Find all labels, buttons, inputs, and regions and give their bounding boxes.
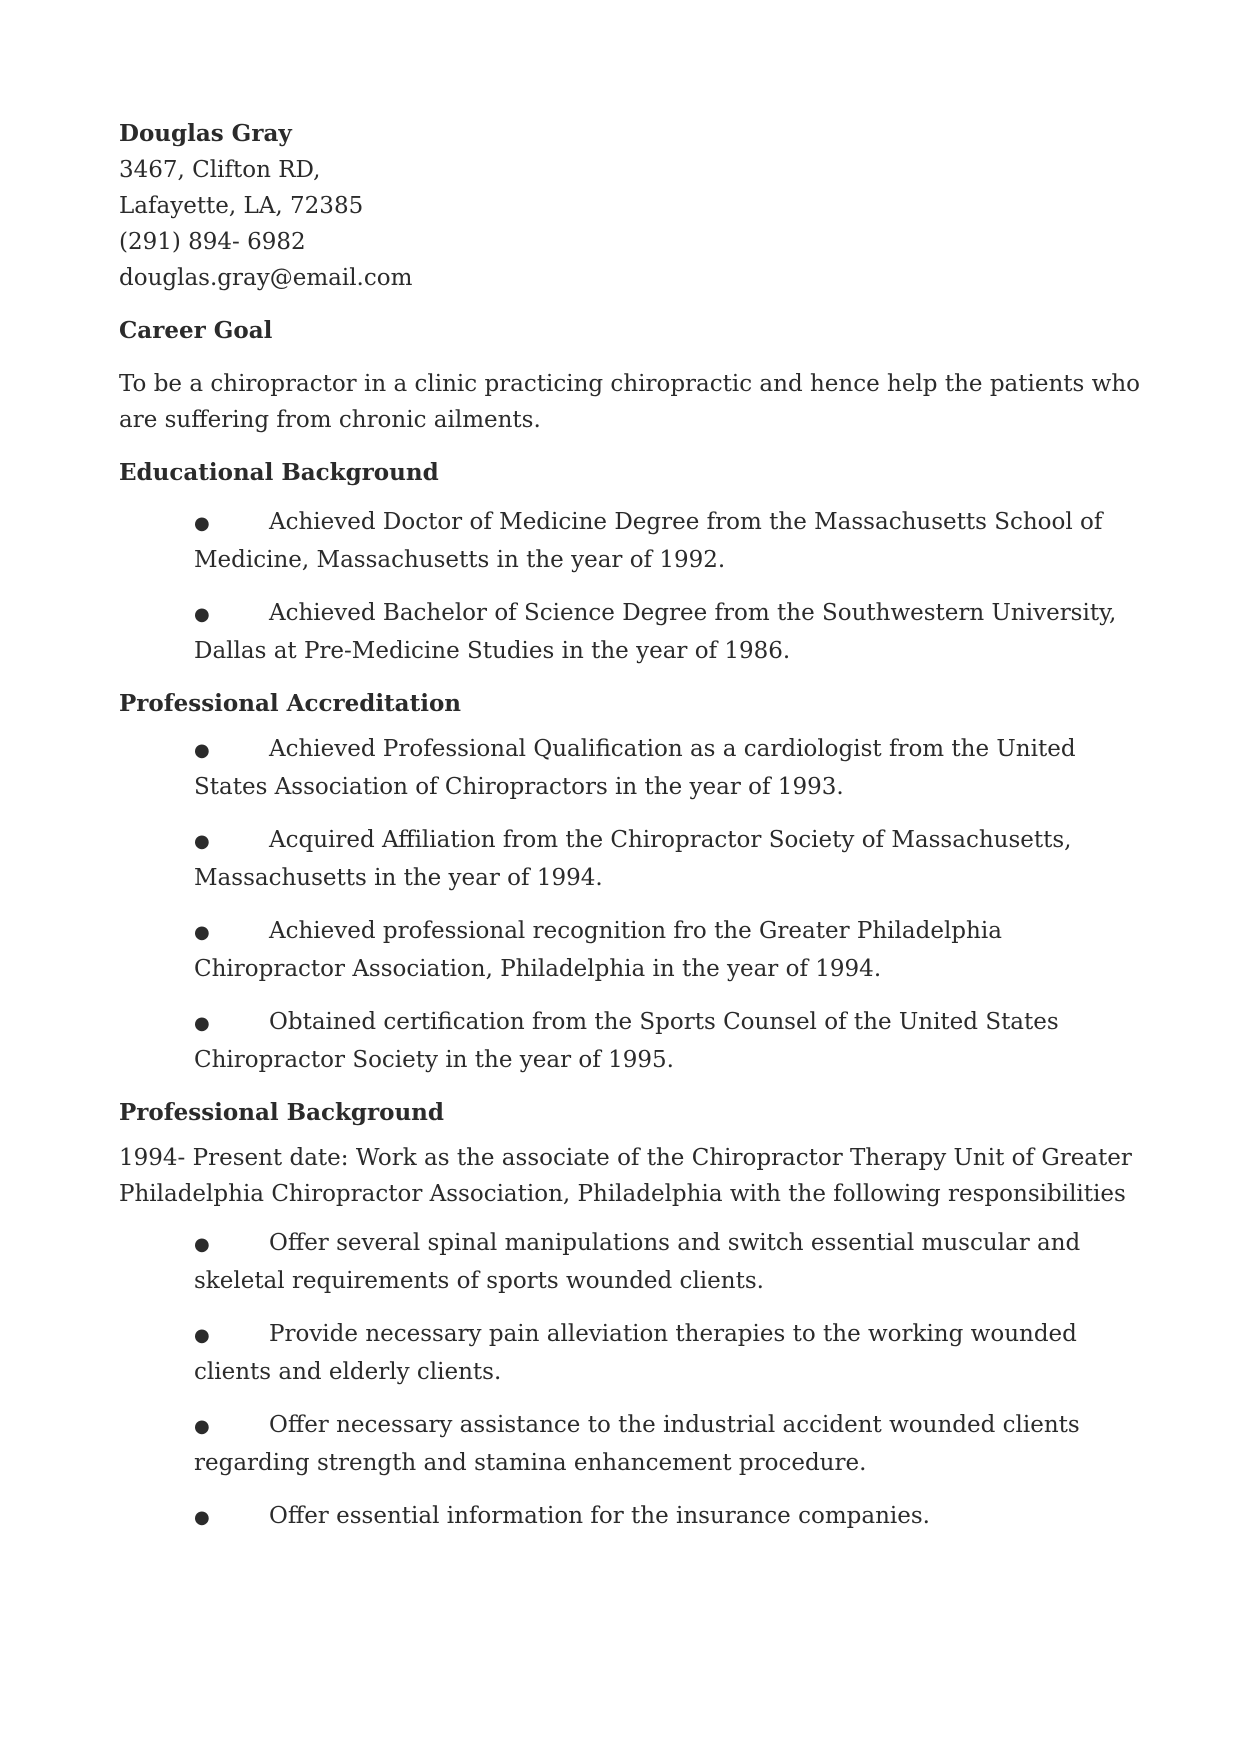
list-item <box>194 504 1142 578</box>
candidate-name: Douglas Gray <box>119 120 292 147</box>
career-goal-text: To be a chiropractor in a clinic practicing chiropractic and hence help the patients who are suffering from chronic ailments. <box>119 371 1140 433</box>
list-item <box>194 595 1142 669</box>
accreditation-heading: Professional Accreditation <box>119 690 462 717</box>
contact-block <box>119 116 1142 296</box>
bullet-icon: ● <box>194 1325 210 1346</box>
list-item <box>194 1004 1142 1078</box>
professional-background-heading: Professional Background <box>119 1099 444 1126</box>
bullet-icon: ● <box>194 922 210 943</box>
professional-background-intro: 1994- Present date: Work as the associate of the Chiropractor Therapy Unit of Greater Philadelphia Chiropractor Association, Philadelphia with the following responsibilities <box>119 1145 1132 1207</box>
bullet-icon: ● <box>194 1013 210 1034</box>
bullet-icon: ● <box>194 513 210 534</box>
list-item-text: Acquired Affiliation from the Chiropractor Society of Massachusetts, Massachusetts in the year of 1994. <box>194 827 1072 891</box>
list-item-text: Offer several spinal manipulations and switch essential muscular and skeletal requirements of sports wounded clients. <box>194 1230 1081 1294</box>
education-heading: Educational Background <box>119 459 439 486</box>
address-line-2: Lafayette, LA, 72385 <box>119 193 364 219</box>
bullet-icon: ● <box>194 1416 210 1437</box>
bullet-icon: ● <box>194 1507 210 1528</box>
accreditation-list <box>119 731 1142 1078</box>
bullet-icon: ● <box>194 1234 210 1255</box>
list-item-text: Achieved Bachelor of Science Degree from the Southwestern University, Dallas at Pre-Medicine Studies in the year of 1986. <box>194 600 1117 664</box>
career-goal-heading: Career Goal <box>119 317 273 344</box>
responsibilities-list <box>119 1225 1142 1536</box>
list-item-text: Obtained certification from the Sports Counsel of the United States Chiropractor Society in the year of 1995. <box>194 1009 1059 1073</box>
list-item-text: Provide necessary pain alleviation therapies to the working wounded clients and elderly clients. <box>194 1321 1077 1385</box>
list-item <box>194 731 1142 805</box>
list-item-text: Achieved Doctor of Medicine Degree from the Massachusetts School of Medicine, Massachusetts in the year of 1992. <box>194 509 1103 573</box>
bullet-icon: ● <box>194 831 210 852</box>
list-item-text: Offer necessary assistance to the industrial accident wounded clients regarding strength and stamina enhancement procedure. <box>194 1412 1080 1476</box>
list-item-text: Offer essential information for the insurance companies. <box>269 1503 930 1529</box>
bullet-icon: ● <box>194 604 210 625</box>
email-address: douglas.gray@email.com <box>119 265 413 291</box>
phone-number: (291) 894- 6982 <box>119 229 306 255</box>
list-item <box>194 1498 1142 1536</box>
list-item-text: Achieved Professional Qualification as a cardiologist from the United States Association of Chiropractors in the year of 1993. <box>194 736 1076 800</box>
list-item-text: Achieved professional recognition fro the Greater Philadelphia Chiropractor Association, Philadelphia in the year of 1994. <box>194 918 1002 982</box>
bullet-icon: ● <box>194 740 210 761</box>
list-item <box>194 913 1142 987</box>
education-list <box>119 504 1142 669</box>
list-item <box>194 1225 1142 1299</box>
list-item <box>194 1407 1142 1481</box>
list-item <box>194 822 1142 896</box>
list-item <box>194 1316 1142 1390</box>
address-line-1: 3467, Clifton RD, <box>119 157 321 183</box>
